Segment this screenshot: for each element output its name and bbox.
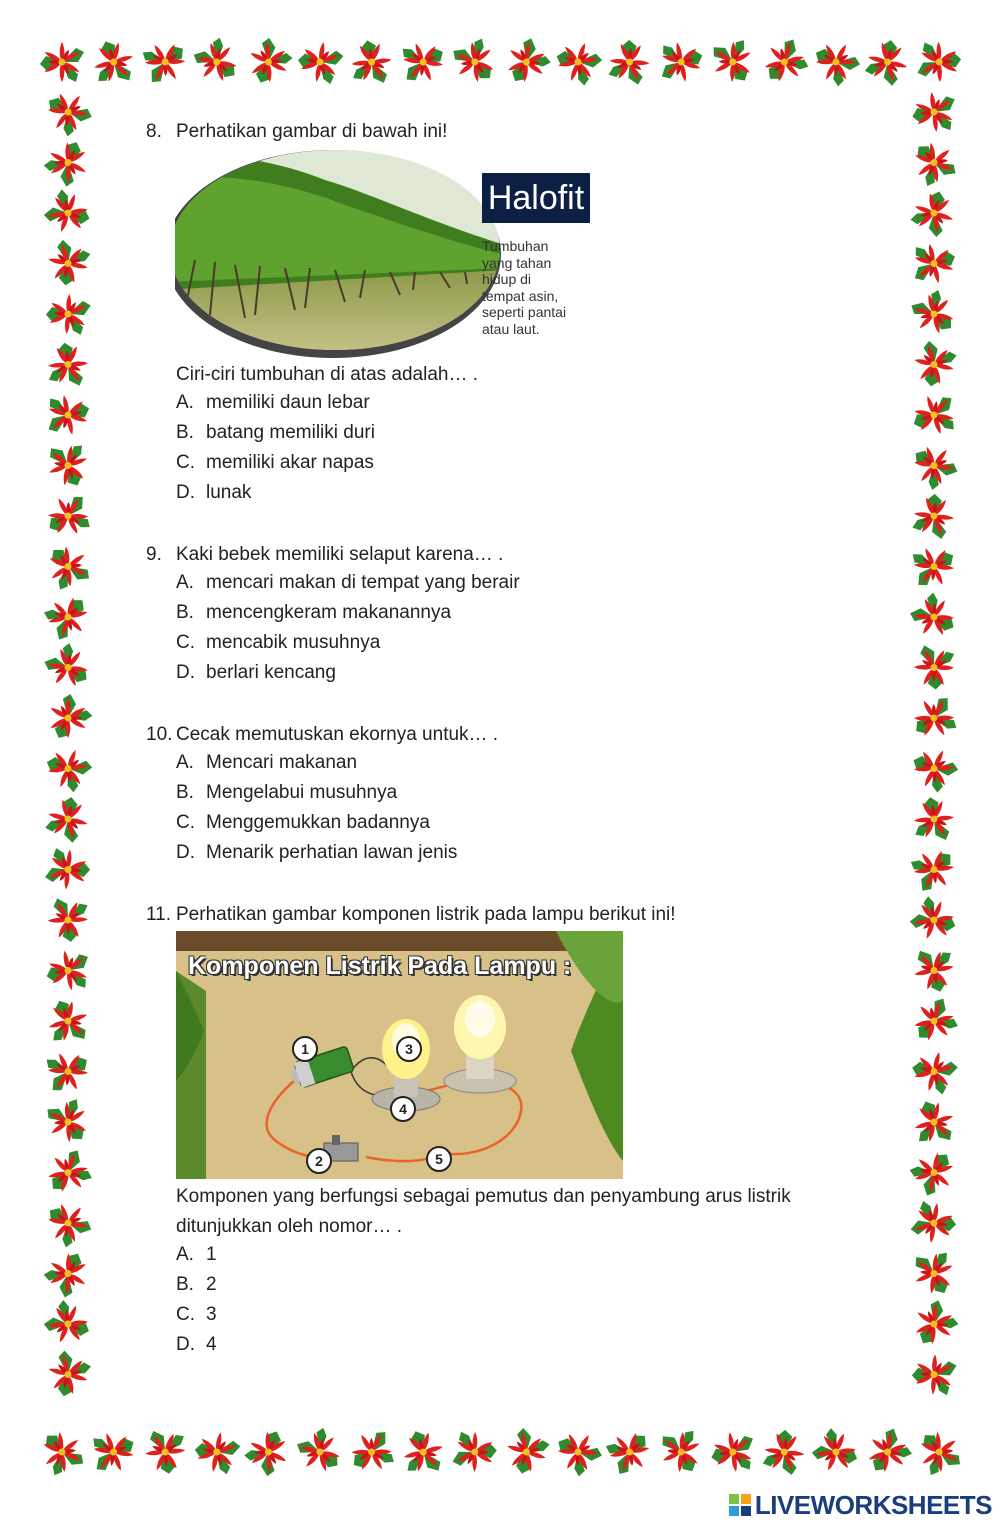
halofit-description [482,238,566,337]
option-9a[interactable] [176,572,520,594]
poinsettia-icon [497,32,555,91]
poinsettia-icon [905,588,964,646]
poinsettia-icon [904,1143,963,1202]
question-text: Cecak memutuskan ekornya untuk… . [176,724,499,745]
poinsettia-icon [904,840,963,898]
poinsettia-icon [755,32,814,91]
poinsettia-icon [136,33,195,90]
option-10b[interactable] [176,782,397,804]
liveworksheets-logo[interactable] [729,1490,992,1520]
option-text: Mengelabui musuhnya [206,782,398,803]
poinsettia-icon [187,32,246,91]
option-text: Menggemukkan badannya [206,812,430,833]
question-number: 8. [146,121,162,142]
halofit-desc-line: Tumbuhan [482,238,549,254]
option-letter: A. [176,752,194,773]
poinsettia-icon [549,1423,608,1481]
poinsettia-icon [42,438,95,493]
option-10d[interactable] [176,842,457,864]
option-letter: D. [176,1334,195,1355]
question-8-prompt: Ciri-ciri tumbuhan di atas adalah… . [176,364,479,385]
poinsettia-icon [44,847,92,891]
option-11c[interactable] [176,1304,217,1326]
poinsettia-icon [705,33,761,91]
option-9d[interactable] [176,662,336,684]
poinsettia-icon [917,41,962,83]
poinsettia-icon [908,239,960,288]
poinsettia-icon [43,793,92,845]
poinsettia-icon [910,1423,968,1482]
option-9b[interactable] [176,602,451,624]
poinsettia-icon [904,284,963,343]
poinsettia-icon [398,1426,448,1479]
option-letter: D. [176,482,195,503]
circuit-label-1: 1 [292,1036,318,1062]
option-11a[interactable] [176,1244,217,1266]
option-8c[interactable] [176,452,374,474]
option-text: berlari kencang [206,662,336,683]
option-letter: C. [176,452,195,473]
halofit-title: Halofit [482,173,590,223]
poinsettia-icon [908,1095,959,1149]
option-11d[interactable] [176,1334,217,1356]
poinsettia-icon [914,645,955,690]
poinsettia-icon [43,1348,94,1401]
option-text: 3 [206,1304,217,1325]
poinsettia-icon [910,945,958,996]
option-10c[interactable] [176,812,430,834]
poinsettia-icon [445,32,504,91]
poinsettia-icon [910,339,959,391]
poinsettia-icon [42,994,94,1048]
option-letter: C. [176,1304,195,1325]
poinsettia-icon [907,1245,961,1301]
poinsettia-icon [342,1424,400,1481]
poinsettia-icon [39,488,97,544]
poinsettia-icon [38,638,97,697]
halofit-desc-line: tempat asin, [482,287,559,304]
poinsettia-icon [904,991,963,1050]
option-text: 2 [206,1274,217,1295]
option-text: batang memiliki duri [206,422,375,443]
poinsettia-icon [908,186,960,241]
halofit-desc-line: atau laut. [482,320,540,337]
question-number: 9. [146,544,162,565]
option-text: lunak [206,482,252,503]
poinsettia-icon [40,742,96,796]
option-text: Menarik perhatian lawan jenis [206,842,458,863]
poinsettia-icon [906,893,961,946]
option-8d[interactable] [176,482,251,504]
poinsettia-icon [191,1428,242,1476]
option-letter: B. [176,422,194,443]
option-11b[interactable] [176,1274,217,1296]
poinsettia-icon [905,1295,963,1354]
halofit-desc-line: seperti pantai [482,304,567,320]
poinsettia-icon [905,133,964,192]
poinsettia-icon [295,38,345,85]
option-letter: B. [176,602,194,623]
circuit-label-4: 4 [390,1096,416,1122]
poinsettia-icon [912,795,956,842]
question-text: Perhatikan gambar komponen listrik pada lampu berikut ini! [176,904,676,925]
halofit-desc-line: yang tahan [482,254,552,271]
poinsettia-icon [47,897,89,942]
poinsettia-icon [906,539,963,594]
poinsettia-icon [40,1297,96,1351]
poinsettia-icon [910,89,959,134]
option-letter: A. [176,392,194,413]
question-11-prompt-line-1: Komponen yang berfungsi sebagai pemutus dan penyambung arus listrik [176,1186,791,1207]
question-text: Perhatikan gambar di bawah ini! [176,121,448,142]
poinsettia-icon [762,1428,807,1477]
option-letter: C. [176,632,195,653]
poinsettia-icon [290,1422,349,1481]
poinsettia-icon [908,1046,961,1096]
poinsettia-icon [88,35,139,88]
poinsettia-icon [395,35,451,89]
option-10a[interactable] [176,752,357,774]
poinsettia-icon [44,238,92,289]
poinsettia-icon [38,1143,97,1202]
option-text: mencengkeram makanannya [206,602,452,623]
poinsettia-icon [43,947,93,994]
poinsettia-icon [863,36,912,88]
option-text: memiliki daun lebar [206,392,370,413]
poinsettia-icon [38,1194,97,1253]
option-letter: A. [176,572,194,593]
poinsettia-icon [909,1200,959,1246]
option-letter: D. [176,662,195,683]
circuit-label-3: 3 [396,1036,422,1062]
poinsettia-icon [143,1428,187,1475]
poinsettia-icon [608,39,651,86]
poinsettia-icon [550,36,605,89]
option-9c[interactable] [176,632,380,654]
poinsettia-icon [656,38,707,86]
poinsettia-icon [47,341,90,388]
question-number: 11. [146,904,172,925]
poinsettia-icon [654,1424,709,1481]
option-8a[interactable] [176,392,370,414]
poinsettia-icon [40,42,84,82]
option-8b[interactable] [176,422,375,444]
option-letter: A. [176,1244,194,1265]
poinsettia-icon [904,436,963,495]
poinsettia-icon [911,492,956,541]
poinsettia-icon [40,689,97,747]
poinsettia-icon [39,1244,96,1303]
poinsettia-icon [241,1423,297,1480]
poinsettia-icon [905,741,962,797]
poinsettia-icon [38,587,97,646]
poinsettia-icon [349,38,393,86]
poinsettia-icon [40,187,95,240]
poinsettia-icon [86,1425,141,1478]
circuit-title: Komponen Listrik Pada Lampu : [188,952,572,980]
option-letter: C. [176,812,195,833]
liveworksheets-icon [729,1494,751,1516]
option-letter: B. [176,1274,194,1295]
poinsettia-icon [40,134,96,192]
option-text: 1 [206,1244,217,1265]
poinsettia-icon [39,1093,97,1152]
poinsettia-icon [39,1044,96,1099]
option-letter: B. [176,782,194,803]
option-text: Mencari makanan [206,752,358,773]
option-text: 4 [206,1334,217,1355]
poinsettia-icon [808,1425,864,1479]
poinsettia-icon [600,1422,659,1481]
poinsettia-icon [45,293,92,336]
poinsettia-icon [501,1425,552,1479]
option-text: memiliki akar napas [206,452,374,473]
poinsettia-icon [911,1353,957,1395]
option-text: mencari makan di tempat yang berair [206,572,520,593]
poinsettia-icon [858,1422,917,1481]
poinsettia-icon [241,33,296,90]
poinsettia-icon [39,537,97,596]
poinsettia-icon [38,83,97,141]
question-text: Kaki bebek memiliki selaput karena… . [176,544,504,565]
poinsettia-icon [33,1422,91,1481]
halofit-desc-line: hidup di [482,271,532,287]
question-number: 10. [146,724,173,745]
option-letter: D. [176,842,195,863]
poinsettia-icon [42,391,93,439]
circuit-label-2: 2 [306,1148,332,1174]
poinsettia-icon [452,1432,497,1473]
poinsettia-icon [905,690,963,747]
poinsettia-icon [708,1429,758,1475]
circuit-label-5: 5 [426,1146,452,1172]
poinsettia-icon [807,34,865,91]
question-11-prompt-line-2: ditunjukkan oleh nomor… . [176,1216,403,1237]
liveworksheets-brand: LIVEWORKSHEETS [754,1489,992,1520]
poinsettia-icon [907,389,962,441]
option-text: mencabik musuhnya [206,632,381,653]
